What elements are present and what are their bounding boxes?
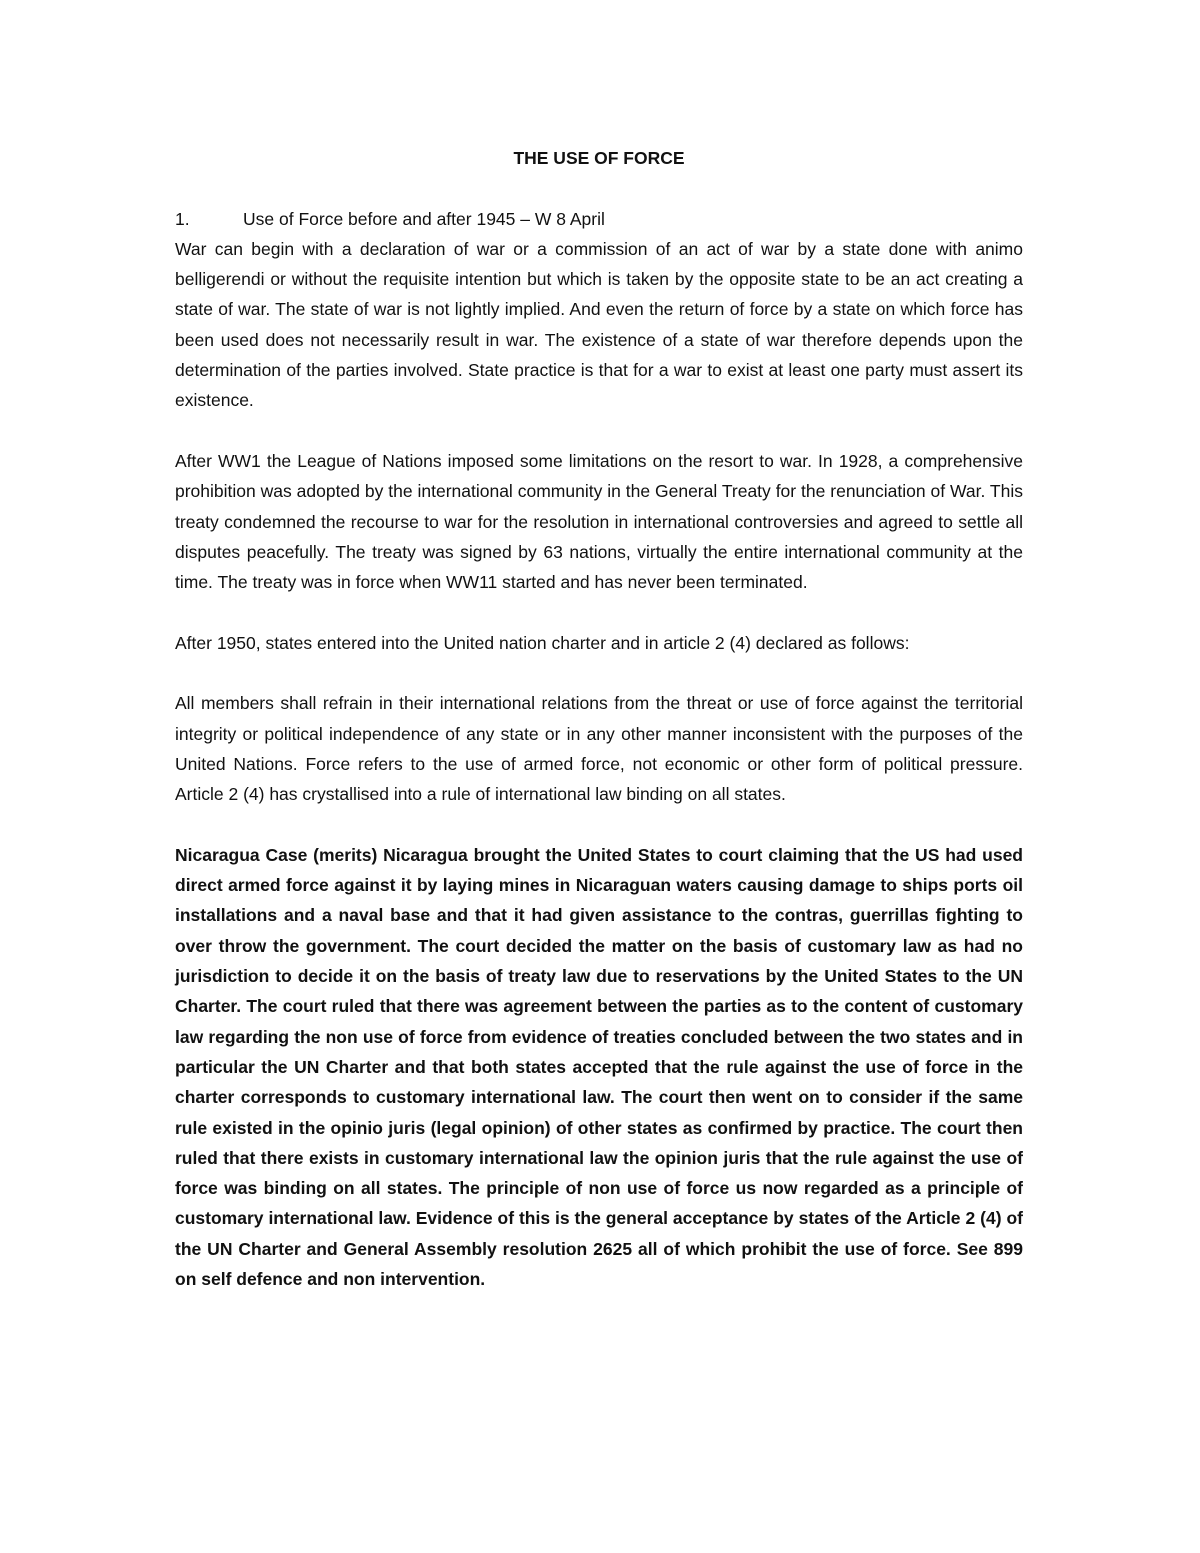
section-number: 1.	[175, 208, 190, 229]
document-title: THE USE OF FORCE	[513, 148, 685, 168]
paragraph-league-of-nations: After WW1 the League of Nations imposed some limitations on the resort to war. In 1928, a comprehensive prohibition was adopted by the international community in the General Treaty for the renunciation of War. This treaty condemned the recourse to war for the resolution in international controversies and agreed to settle all disputes peacefully. The treaty was signed by 63 nations, virtually the entire international community at the time. The treaty was in force when WW11 started and has never been terminated.	[175, 450, 1023, 593]
section-heading-text: Use of Force before and after 1945 – W 8 April	[243, 208, 605, 229]
section-heading	[175, 204, 1023, 234]
paragraph-un-charter-intro: After 1950, states entered into the United nation charter and in article 2 (4) declared as follows:	[175, 632, 910, 653]
paragraph-spacer	[175, 597, 1023, 627]
document-body	[175, 143, 1023, 1294]
paragraph-state-of-war: War can begin with a declaration of war or a commission of an act of war by a state done with animo belligerendi or without the requisite intention but which is taken by the opposite state to be an act creating a state of war. The state of war is not lightly implied. And even the return of force by a state on which force has been used does not necessarily result in war. The existence of a state of war therefore depends upon the determination of the parties involved. State practice is that for a war to exist at least one party must assert its existence.	[175, 238, 1023, 411]
paragraph-nicaragua-case: Nicaragua Case (merits) Nicaragua brought the United States to court claiming that the US had used direct armed force against it by laying mines in Nicaraguan waters causing damage to ships ports oil installations and a naval base and that it had given assistance to the contras, guerrillas fighting to over throw the government. The court decided the matter on the basis of customary law as had no jurisdiction to decide it on the basis of treaty law due to reservations by the United States to the UN Charter. The court ruled that there was agreement between the parties as to the content of customary law regarding the non use of force from evidence of treaties concluded between the two states and in particular the UN Charter and that both states accepted that the rule against the use of force in the charter corresponds to customary international law. The court then went on to consider if the same rule existed in the opinio juris (legal opinion) of other states as confirmed by practice. The court then ruled that there exists in customary international law the opinion juris that the rule against the use of force was binding on all states. The principle of non use of force us now regarded as a principle of customary international law. Evidence of this is the general acceptance by states of the Article 2 (4) of the UN Charter and General Assembly resolution 2625 all of which prohibit the use of force. See 899 on self defence and non intervention.	[175, 844, 1023, 1289]
paragraph-article-2-4: All members shall refrain in their international relations from the threat or use of force against the territorial integrity or political independence of any state or in any other manner inconsistent with the purposes of the United Nations. Force refers to the use of armed force, not economic or other form of political pressure. Article 2 (4) has crystallised into a rule of international law binding on all states.	[175, 693, 1023, 805]
paragraph-spacer	[175, 810, 1023, 840]
paragraph-spacer	[175, 658, 1023, 688]
paragraph-spacer	[175, 416, 1023, 446]
